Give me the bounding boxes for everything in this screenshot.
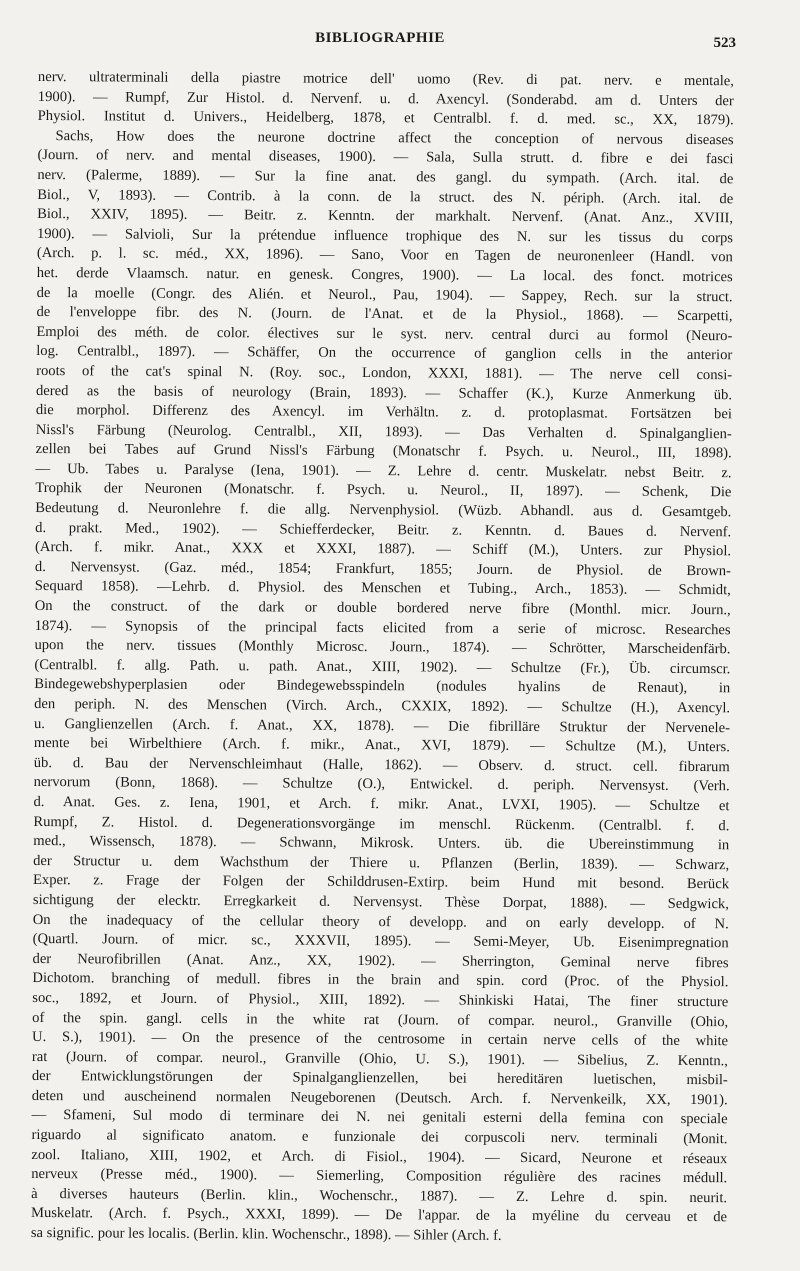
text-line: 1900). — Salvioli, Sur la prétendue influence trophique des N. sur les tissus du corps [36,225,734,246]
text-line: — Ub. Tabes u. Paralyse (Iena, 1901). — Z. Lehre d. centr. Muskelatr. nebst Beitr. z. [35,460,732,482]
text-line: (Arch. p. l. sc. méd., XX, 1896). — Sano, Voor en Tagen de neuronenleer (Handl. von [36,245,733,266]
text-line: 1900). — Rumpf, Zur Histol. d. Nervenf. u. d. Axencyl. (Sonderabd. am d. Unters der [37,88,734,109]
text-line: rat (Journ. of compar. neurol., Granville (Ohio, U. S.), 1901). — Sibelius, Z. Kenntn., [31,1048,728,1069]
text-line: nervorum (Bonn, 1868). — Schultze (O.), Entwickel. d. periph. Nervensyst. (Verh. [33,774,730,795]
text-line: het. derde Vlaamsch. natur. en genesk. Congres, 1900). — La local. des fonct. motrices [36,264,733,286]
text-line: mente bei Wirbelthiere (Arch. f. mikr., Anat., XVI, 1879). — Schultze (M.), Unters. [33,735,730,756]
text-line: Biol., XXIV, 1895). — Beitr. z. Kenntn. der markhalt. Nervenf. (Anat. Anz., XVIII, [37,206,734,227]
text-line: nerv. (Palerme, 1889). — Sur la fine anat. des gangl. du sympath. (Arch. ital. de [37,166,734,188]
text-line: Physiol. Institut d. Univers., Heidelberg, 1878, et Centralbl. f. d. med. sc., XX, 1879). [37,108,734,129]
text-line: Nissl's Färbung (Neurolog. Centralbl., XII, 1893). — Das Verhalten d. Spinalganglien- [35,421,732,442]
text-line: der Entwicklungstörungen der Spinalganglienzellen, bei hereditären luetischen, misbil- [31,1068,728,1089]
text-line: Muskelatr. (Arch. f. Psych., XXXI, 1899). — De l'appar. de la myéline du cerveau et de [30,1205,728,1226]
text-line: Biol., V, 1893). — Contrib. à la conn. de la struct. des N. périph. (Arch. ital. de [37,186,734,207]
text-line: u. Ganglienzellen (Arch. f. Anat., XX, 1878). — Die fibrilläre Struktur der Nervenele- [33,715,731,736]
text-line: deten und auscheinend normalen Neugeborenen (Deutsch. Arch. f. Nervenkeilk, XX, 1901). [31,1087,728,1109]
text-line: de l'enveloppe fibr. des N. (Journ. de l'Anat. et de la Physiol., 1868). — Scarpetti, [36,304,733,325]
running-head [0,30,800,54]
text-line: Bindegewebshyperplasien oder Bindegewebsspindeln (nodules hyalins de Renaut), in [34,676,731,697]
text-line: riguardo al significato anatom. e funzionale dei corpuscoli nerv. terminali (Monit. [31,1127,728,1148]
text-line: roots of the cat's spinal N. (Roy. soc., London, XXXI, 1881). — The nerve cell consi- [36,362,733,384]
text-line: zool. Italiano, XIII, 1902, et Arch. di Fisiol., 1904). — Sicard, Neurone et réseaux [31,1146,728,1167]
text-line: Trophik der Neuronen (Monatschr. f. Psych. u. Neurol., II, 1897). — Schenk, Die [35,480,732,501]
text-line: Emploi des méth. de color. électives sur le syst. nerv. central durci au formol (Neuro- [36,323,733,344]
text-line: of the spin. gangl. cells in the white rat (Journ. of compar. neurol., Granville (Ohio, [32,1009,729,1030]
text-line: Sequard 1858). —Lehrb. d. Physiol. des Menschen et Tubing., Arch., 1853). — Schmidt, [34,578,731,599]
text-line: Sachs, How does the neurone doctrine affect the conception of nervous diseases [55,127,734,149]
text-line: (Centralbl. f. allg. Path. u. path. Anat., XIII, 1902). — Schultze (Fr.), Üb. circumscr. [34,656,731,678]
text-line: (Arch. f. mikr. Anat., XXX et XXXI, 1887). — Schiff (M.), Unters. zur Physiol. [35,539,732,560]
text-line: med., Wissensch, 1878). — Schwann, Mikrosk. Unters. üb. die Ubereinstimmung in [33,833,730,854]
text-line: die morphol. Differenz des Axencyl. im Verhältn. z. d. protoplasmat. Fortsätzen bei [35,402,732,423]
bibliography-text [31,68,734,1248]
page-number: 523 [713,35,736,51]
text-line: d. Anat. Ges. z. Iena, 1901, et Arch. f. mikr. Anat., LVXI, 1905). — Schultze et [33,793,730,815]
page-title: BIBLIOGRAPHIE [315,30,445,46]
text-line: On the inadequacy of the cellular theory of developp. and on early developp. of N. [32,911,729,932]
text-line: U. S.), 1901). — On the presence of the centrosome in certain nerve cells of the white [32,1029,729,1050]
text-line: zellen bei Tabes auf Grund Nissl's Färbung (Monatschr f. Psych. u. Neurol., III, 1898). [35,441,732,462]
text-line: sa signific. pour les localis. (Berlin. klin. Wochenschr., 1898). — Sihler (Arch. f. [30,1225,502,1244]
text-line: Rumpf, Z. Histol. d. Degenerationsvorgänge im menschl. Rückenm. (Centralbl. f. d. [33,813,730,834]
text-line: Bedeutung d. Neuronlehre f. die allg. Nervenphysiol. (Wüzb. Abhandl. aus d. Gesamtgeb. [35,500,732,521]
text-line: sichtigung der elecktr. Erregkarkeit d. Nervensyst. Thèse Dorpat, 1888). — Sedgwick, [32,891,729,913]
text-line: der Structur u. dem Wachsthum der Thiere u. Pflanzen (Berlin, 1839). — Schwarz, [33,852,730,873]
text-line: On the construct. of the dark or double bordered nerve fibre (Monthl. micr. Journ., [34,598,731,619]
text-line: üb. d. Bau der Nervenschleimhaut (Halle, 1862). — Observ. d. struct. cell. fibrarum [33,754,730,776]
text-line: d. Nervensyst. (Gaz. méd., 1854; Frankfurt, 1855; Journ. de Physiol. de Brown- [34,558,731,580]
text-line: der Neurofibrillen (Anat. Anz., XX, 1902). — Sherrington, Geminal nerve fibres [32,950,729,971]
text-line: den periph. N. des Menschen (Virch. Arch., CXXIX, 1892). — Schultze (H.), Axencyl. [34,695,731,717]
text-line: (Quartl. Journ. of micr. sc., XXXVII, 1895). — Semi-Meyer, Ub. Eisenimpregnation [32,931,729,952]
text-line: d. prakt. Med., 1902). — Schiefferdecker, Beitr. z. Kenntn. d. Baues d. Nervenf. [35,519,732,540]
text-line: soc., 1892, et Journ. of Physiol., XIII, 1892). — Shinkiski Hatai, The finer structure [32,989,729,1011]
text-line: de la moelle (Congr. des Alién. et Neurol., Pau, 1904). — Sappey, Rech. sur la struct. [36,284,733,305]
text-line: (Journ. of nerv. and mental diseases, 1900). — Sala, Sulla strutt. d. fibre e dei fasci [37,147,734,168]
text-line: log. Centralbl., 1897). — Schäffer, On the occurrence of ganglion cells in the anterior [36,343,733,364]
text-line: Dichotom. branching of medull. fibres in the brain and spin. cord (Proc. of the Physiol. [32,970,729,991]
text-line: Exper. z. Frage der Folgen der Schilddrusen-Extirp. beim Hund mit besond. Berück [32,872,730,893]
text-line: nerveux (Presse méd., 1900). — Siemerling, Composition régulière des racines médull. [31,1166,728,1187]
text-line: — Sfameni, Sul modo di terminare dei N. nei genitali esterni della femina con speciale [31,1107,728,1128]
text-line: nerv. ultraterminali della piastre motrice dell' uomo (Rev. di pat. nerv. e mentale, [37,68,734,90]
text-line: upon the nerv. tissues (Monthly Microsc. Journ., 1874). — Schrötter, Marscheidenfärb. [34,637,731,658]
text-line: 1874). — Synopsis of the principal facts elicited from a serie of microsc. Researches [34,617,731,638]
text-line: dered as the basis of neurology (Brain, 1893). — Schaffer (K.), Kurze Anmerkung üb. [35,382,733,403]
text-line: à diverses hauteurs (Berlin. klin., Wochenschr., 1887). — Z. Lehre d. spin. neurit. [31,1185,728,1207]
